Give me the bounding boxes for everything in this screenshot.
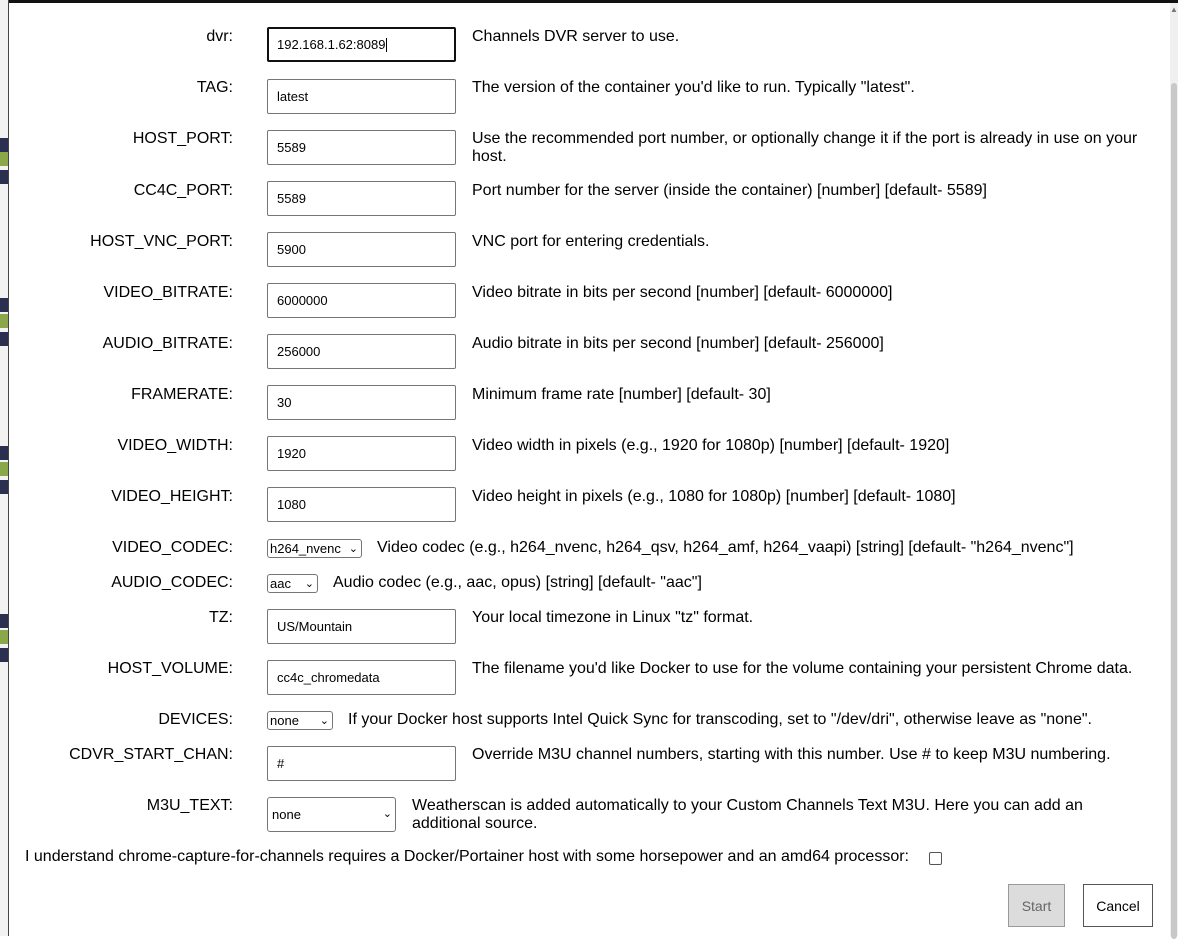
audio-codec-label: AUDIO_CODEC: [111,574,233,591]
background-block [0,332,8,346]
audio-bitrate-description: Audio bitrate in bits per second [number] [default- 256000] [472,335,884,352]
audio-codec-description: Audio codec (e.g., aac, opus) [string] [default- "aac"] [333,574,702,591]
framerate-description: Minimum frame rate [number] [default- 30] [472,386,771,403]
chevron-down-icon: ⌄ [319,715,329,727]
host-vnc-port-label: HOST_VNC_PORT: [90,233,233,250]
host-port-input[interactable] [267,130,456,165]
video-codec-description: Video codec (e.g., h264_nvenc, h264_qsv, h264_amf, h264_vaapi) [string] [default- "h264_nvenc"] [377,539,1074,556]
video-height-description: Video height in pixels (e.g., 1080 for 1080p) [number] [default- 1080] [472,488,956,505]
agreement-checkbox[interactable] [929,852,942,865]
framerate-input[interactable] [267,385,456,420]
cc4c-port-input[interactable] [267,181,456,216]
host-vnc-port-input-value: 5900 [277,242,306,257]
video-height-label: VIDEO_HEIGHT: [111,488,233,505]
dvr-input[interactable] [267,27,456,62]
audio-bitrate-input[interactable] [267,334,456,369]
video-codec-select[interactable] [267,539,362,558]
background-block [0,480,8,494]
tz-description: Your local timezone in Linux "tz" format. [472,609,754,626]
tag-label: TAG: [196,79,233,96]
m3u-text-description: Weatherscan is added automatically to your Custom Channels Text M3U. Here you can add an additional source. [412,797,1083,832]
video-codec-label: VIDEO_CODEC: [112,539,233,556]
dvr-label: dvr: [206,28,233,45]
host-volume-input[interactable] [267,660,456,695]
agreement-label: I understand chrome-capture-for-channels requires a Docker/Portainer host with some horsepower and an amd64 processor: [25,848,909,865]
background-block [0,446,8,460]
vertical-scrollbar[interactable] [1170,3,1178,936]
chevron-down-icon: ⌄ [304,578,314,590]
video-height-input-value: 1080 [277,497,306,512]
video-width-description: Video width in pixels (e.g., 1920 for 1080p) [number] [default- 1920] [472,437,950,454]
cdvr-start-chan-description: Override M3U channel numbers, starting with this number. Use # to keep M3U numbering. [472,746,1111,763]
chevron-down-icon: ⌄ [348,543,358,555]
m3u-text-select[interactable] [267,797,396,832]
video-width-input-value: 1920 [277,446,306,461]
host-volume-description: The filename you'd like Docker to use for the volume containing your persistent Chrome data. [472,660,1133,677]
video-codec-selected-value: h264_nvenc [270,541,341,556]
background-block [0,152,8,166]
audio-bitrate-input-value: 256000 [277,344,321,359]
audio-codec-select[interactable] [267,574,318,593]
host-volume-label: HOST_VOLUME: [107,660,233,677]
audio-codec-selected-value: aac [270,576,291,591]
background-block [0,630,8,644]
cdvr-start-chan-input[interactable] [267,746,456,781]
framerate-input-value: 30 [277,395,292,410]
start-button[interactable]: Start [1008,884,1065,927]
devices-select[interactable] [267,711,333,730]
m3u-text-selected-value: none [272,807,301,822]
scroll-up-arrow-icon[interactable]: ▲ [1170,5,1178,14]
devices-label: DEVICES: [158,711,233,728]
background-block [0,314,8,328]
scrollbar-thumb[interactable] [1171,83,1177,939]
cancel-button[interactable]: Cancel [1083,884,1153,927]
devices-selected-value: none [270,713,299,728]
host-port-description: Use the recommended port number, or optionally change it if the port is already in use on your host. [472,130,1138,165]
video-bitrate-label: VIDEO_BITRATE: [103,284,233,301]
background-block [0,138,8,152]
audio-bitrate-label: AUDIO_BITRATE: [102,335,233,352]
background-block [0,462,8,476]
tag-input[interactable] [267,79,456,114]
cc4c-port-description: Port number for the server (inside the container) [number] [default- 5589] [472,182,987,199]
background-block [0,170,8,184]
host-volume-input-value: cc4c_chromedata [277,670,380,685]
background-block [0,648,8,662]
video-height-input[interactable] [267,487,456,522]
text-cursor [386,38,387,52]
dialog-top-border [0,0,1178,3]
video-width-label: VIDEO_WIDTH: [117,437,233,454]
background-block [0,298,8,312]
cdvr-start-chan-label: CDVR_START_CHAN: [69,746,233,763]
cc4c-port-label: CC4C_PORT: [133,182,233,199]
host-port-label: HOST_PORT: [132,130,233,147]
video-bitrate-description: Video bitrate in bits per second [number] [default- 6000000] [472,284,893,301]
framerate-label: FRAMERATE: [131,386,233,403]
cdvr-start-chan-input-value: # [277,756,285,771]
tz-input[interactable] [267,609,456,644]
video-width-input[interactable] [267,436,456,471]
devices-description: If your Docker host supports Intel Quick Sync for transcoding, set to "/dev/dri", otherwise leave as "none". [348,711,1092,728]
video-bitrate-input-value: 6000000 [277,293,328,308]
host-vnc-port-description: VNC port for entering credentials. [472,233,710,250]
background-block [0,614,8,628]
dvr-description: Channels DVR server to use. [472,28,680,45]
dvr-input-value: 192.168.1.62:8089 [277,37,386,52]
background-page-edge [0,0,9,936]
m3u-text-label: M3U_TEXT: [146,797,233,814]
video-bitrate-input[interactable] [267,283,456,318]
tz-input-value: US/Mountain [277,619,353,634]
cc4c-port-input-value: 5589 [277,191,306,206]
tz-label: TZ: [209,609,233,626]
host-port-input-value: 5589 [277,140,306,155]
host-vnc-port-input[interactable] [267,232,456,267]
chevron-down-icon: ⌄ [382,808,392,820]
tag-description: The version of the container you'd like to run. Typically "latest". [472,79,915,96]
tag-input-value: latest [277,89,309,104]
